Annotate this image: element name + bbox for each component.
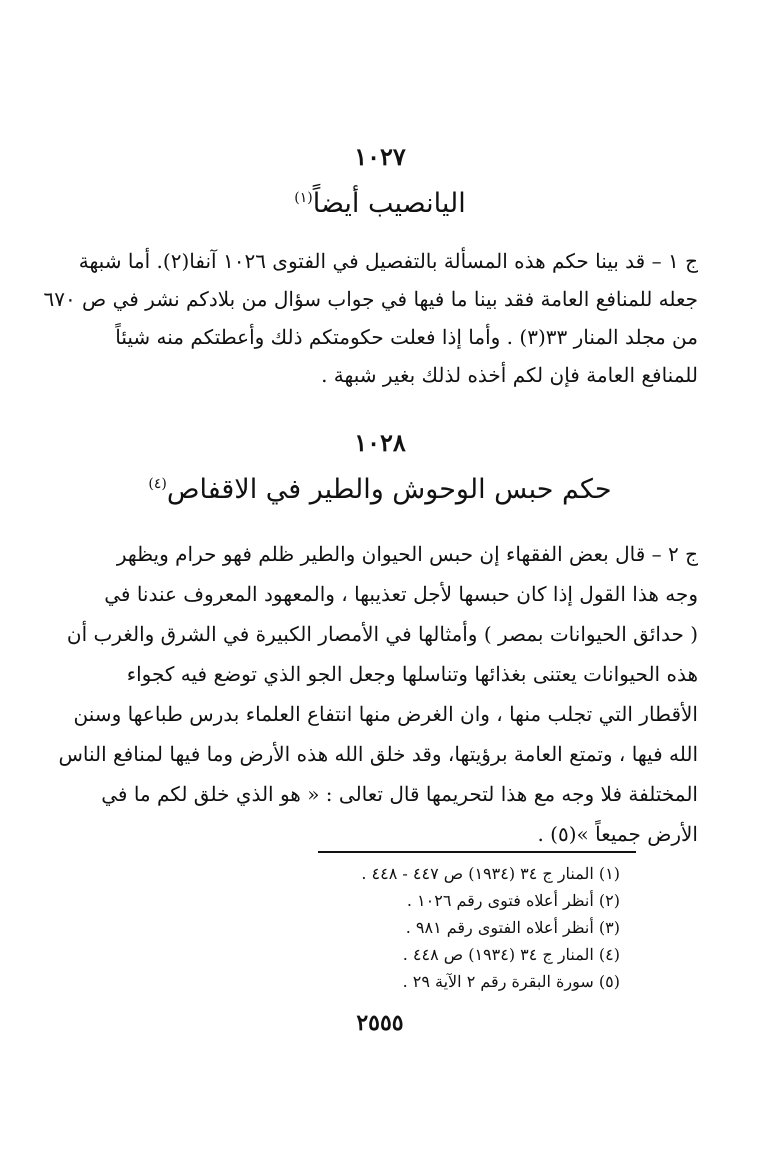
paragraph-line: الأرض جميعاً »(٥) . xyxy=(537,822,698,846)
footnotes xyxy=(300,860,620,995)
fatwa-title-caged-animals xyxy=(0,474,760,505)
footnote-ref-1: (١) xyxy=(294,190,313,206)
footnote-item: (٥) سورة البقرة رقم ٢ الآية ٢٩ . xyxy=(402,972,620,991)
fatwa-title-text: حكم حبس الوحوش والطير في الاقفاص xyxy=(166,474,612,505)
paragraph-line: المختلفة فلا وجه مع هذا لتحريمها قال تعالى : « هو الذي خلق لكم ما في xyxy=(101,782,698,806)
footnote-item: (١) المنار ج ٣٤ (١٩٣٤) ص ٤٤٧ - ٤٤٨ . xyxy=(361,864,620,883)
fatwa-number-1028: ١٠٢٨ xyxy=(354,428,406,457)
footnote-item: (٤) المنار ج ٣٤ (١٩٣٤) ص ٤٤٨ . xyxy=(402,945,620,964)
paragraph-line: جعله للمنافع العامة فقد بينا ما فيها في جواب سؤال من بلادكم نشر في ص ٦٧٠ xyxy=(43,287,698,311)
paragraph-line: هذه الحيوانات يعتنى بغذائها وتناسلها وجعل الجو الذي توضع فيه كجواء xyxy=(126,662,698,686)
paragraph-line: ( حدائق الحيوانات بمصر ) وأمثالها في الأمصار الكبيرة في الشرق والغرب أن xyxy=(66,622,698,646)
fatwa-number-1027: ١٠٢٧ xyxy=(354,142,406,171)
paragraph-line: ج ١ – قد بينا حكم هذه المسألة بالتفصيل في الفتوى ١٠٢٦ آنفا(٢). أما شبهة xyxy=(78,249,698,273)
paragraph-line: للمنافع العامة فإن لكم أخذه لذلك بغير شبهة . xyxy=(321,363,698,387)
paragraph-line: ج ٢ – قال بعض الفقهاء إن حبس الحيوان والطير ظلم فهو حرام ويظهر xyxy=(116,542,698,566)
footnote-ref-4: (٤) xyxy=(148,476,167,492)
paragraph-line: وجه هذا القول إذا كان حبسها لأجل تعذيبها ، والمعهود المعروف عندنا في xyxy=(104,582,698,606)
paragraph-line: من مجلد المنار ٣٣(٣) . وأما إذا فعلت حكومتكم ذلك وأعطتكم منه شيئاً xyxy=(115,325,698,349)
answer-2-paragraph xyxy=(58,534,698,854)
fatwa-title-lottery xyxy=(0,188,760,219)
paragraph-line: الله فيها ، وتمتع العامة برؤيتها، وقد خلق الله هذه الأرض وما فيها لمنافع الناس xyxy=(58,742,698,766)
paragraph-line: الأقطار التي تجلب منها ، وان الغرض منها انتفاع العلماء بدرس طباعها وسنن xyxy=(73,702,698,726)
footnote-divider xyxy=(318,851,636,853)
fatwa-title-text: اليانصيب أيضاً xyxy=(312,188,466,219)
footnote-item: (٢) أنظر أعلاه فتوى رقم ١٠٢٦ . xyxy=(406,891,620,910)
page-number: ٢٥٥٥ xyxy=(356,1010,404,1036)
answer-1-paragraph xyxy=(43,242,698,394)
footnote-item: (٣) أنظر أعلاه الفتوى رقم ٩٨١ . xyxy=(405,918,620,937)
